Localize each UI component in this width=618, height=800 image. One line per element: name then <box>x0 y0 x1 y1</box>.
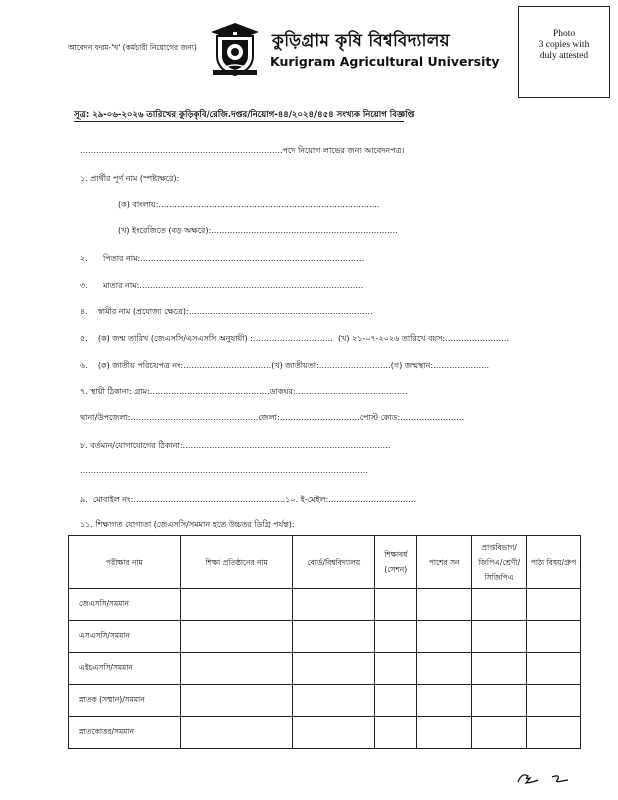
mother-label: মাতার নাম: <box>103 281 140 290</box>
spouse-label: স্বামীর নাম (প্রযোজ্য ক্ষেত্রে): <box>97 307 189 316</box>
upazila-label: থানা/উপজেলা: <box>80 413 131 422</box>
table-cell[interactable] <box>417 717 472 749</box>
post-office-label: ডাকঘর: <box>269 387 296 396</box>
table-cell[interactable] <box>417 589 472 621</box>
table-cell[interactable] <box>293 685 375 717</box>
district-field[interactable]: ………………………… <box>279 413 360 422</box>
name-bangla-line <box>118 199 379 212</box>
dob-label: (ক) জন্ম তারিখ (জেএসসি/এসএসসি অনুযায়ী) : <box>97 334 253 343</box>
nationality-field[interactable]: ……………………… <box>318 361 391 370</box>
present-address-line <box>80 440 391 453</box>
table-cell[interactable] <box>417 621 472 653</box>
table-cell[interactable] <box>180 685 293 717</box>
university-name-bangla: কুড়িগ্রাম কৃষি বিশ্ববিদ্যালয় <box>272 31 450 51</box>
table-cell[interactable] <box>375 685 417 717</box>
nid-number: ৬. <box>80 361 88 370</box>
post-suffix: পদে নিয়োগ লাভের জন্য আবেদনপত্র। <box>282 146 405 155</box>
table-row <box>69 589 581 621</box>
table-cell[interactable] <box>293 717 375 749</box>
table-header: শিক্ষা প্রতিষ্ঠানের নাম <box>180 536 293 589</box>
mother-field[interactable]: ………………………………………………………………………… <box>139 281 364 290</box>
education-table <box>68 535 581 749</box>
reference-underline <box>74 121 404 122</box>
spouse-number: ৪. <box>80 307 88 316</box>
nid-field[interactable]: …………………………… <box>183 361 272 370</box>
table-cell[interactable] <box>293 589 375 621</box>
permanent-label: ৭. স্থায়ী ঠিকানা: গ্রাম: <box>80 387 150 396</box>
post-code-field[interactable]: …………………… <box>400 413 465 422</box>
photo-attested-label: duly attested <box>539 51 589 61</box>
spouse-line <box>80 306 373 319</box>
father-line <box>80 253 364 266</box>
education-heading: ১১. শিক্ষাগত যোগ্যতা (জেএসসি/সমমান হতে উচ্চতর ডিগ্রি পর্যন্ত): <box>80 520 295 529</box>
photo-box <box>518 6 610 98</box>
university-crest-icon <box>209 22 261 76</box>
dob-line <box>80 333 509 346</box>
mother-line <box>80 280 363 293</box>
father-field[interactable]: ………………………………………………………………………… <box>140 254 365 263</box>
name-bangla-field[interactable]: ……………………………………………………………………….. <box>158 200 380 209</box>
present-label: ৮. বর্তমান/যোগাযোগের ঠিকানা: <box>80 441 183 450</box>
table-cell[interactable] <box>180 653 293 685</box>
nid-label: (ক) জাতীয় পরিচয়পত্র নং: <box>97 361 184 370</box>
table-cell[interactable] <box>417 685 472 717</box>
table-cell[interactable] <box>527 717 581 749</box>
mobile-field[interactable]: ………………………………………………… <box>133 495 286 504</box>
table-header: পাঠ্য বিষয়/গ্রুপ <box>527 536 581 589</box>
table-cell[interactable] <box>472 685 527 717</box>
table-header: শিক্ষাবর্ষ (সেশন) <box>375 536 417 589</box>
district-label: জেলা: <box>258 413 280 422</box>
name-english-label: (খ) ইংরেজিতে (বড় অক্ষরে): <box>118 226 212 235</box>
table-cell[interactable] <box>472 717 527 749</box>
upazila-field[interactable]: ………………………………………… <box>130 413 259 422</box>
father-number: ২. <box>80 254 88 263</box>
birthplace-label: (গ) জন্মস্থান: <box>390 361 434 370</box>
table-cell[interactable] <box>472 621 527 653</box>
age-field[interactable]: …………………… <box>445 334 510 343</box>
circular-reference: সূত্র: ২৯-০৬-২০২৬ তারিখের কুড়িকৃবি/রেজি.দপ্তর/নিয়োগ-৪৪/২০২৪/৪৫৪ সংখ্যক নিয়োগ বিজ্ঞপ্তি <box>74 110 415 120</box>
name-english-field[interactable]: ……………………………………………………………. <box>211 226 398 235</box>
name-bangla-label: (ক) বাংলায়: <box>118 200 159 209</box>
village-field[interactable]: ……………………………………… <box>149 387 270 396</box>
exam-name: এইচএসসি/সমমান <box>69 653 181 685</box>
table-row <box>69 685 581 717</box>
table-cell[interactable] <box>375 621 417 653</box>
dob-number: ৫. <box>80 334 88 343</box>
table-cell[interactable] <box>527 589 581 621</box>
form-type-label: আবেদন ফরম-'খ' (কর্মচারী নিয়োগের জন্য) <box>68 43 197 52</box>
dotted-fill[interactable]: …………………………………………………………………. <box>80 146 283 155</box>
table-cell[interactable] <box>375 589 417 621</box>
university-name-english: Kurigram Agricultural University <box>270 54 500 69</box>
mobile-number: ৯. <box>80 495 88 504</box>
photo-copies-label: 3 copies with <box>538 40 590 50</box>
table-cell[interactable] <box>180 621 293 653</box>
table-cell[interactable] <box>472 589 527 621</box>
table-cell[interactable] <box>375 717 417 749</box>
exam-name: জেএসসি/সমমান <box>69 589 181 621</box>
table-row <box>69 717 581 749</box>
age-label: (খ) ২১-০৭-২০২৬ তারিখে বয়স: <box>337 334 446 343</box>
post-line <box>80 145 404 158</box>
table-row <box>69 653 581 685</box>
exam-name: এসএসসি/সমমান <box>69 621 181 653</box>
mobile-label: মোবাইল নং: <box>92 495 134 504</box>
name-heading: ১. প্রার্থীর পূর্ণ নাম (স্পষ্টাক্ষরে): <box>80 174 180 183</box>
name-english-line <box>118 225 398 238</box>
table-cell[interactable] <box>472 653 527 685</box>
post-code-label: পোস্ট কোড: <box>359 413 401 422</box>
table-cell[interactable] <box>527 685 581 717</box>
exam-name: স্নাতকোত্তর/সমমান <box>69 717 181 749</box>
table-header: পরীক্ষার নাম <box>69 536 181 589</box>
upazila-line <box>80 412 464 425</box>
nid-line <box>80 360 489 373</box>
signature-mark <box>512 768 574 788</box>
contact-line <box>80 494 416 507</box>
table-cell[interactable] <box>293 621 375 653</box>
post-office-field[interactable]: …………………………………… <box>295 387 408 396</box>
table-cell[interactable] <box>527 621 581 653</box>
photo-label: Photo <box>552 29 576 39</box>
table-cell[interactable] <box>375 653 417 685</box>
nationality-label: (খ) জাতীয়তা: <box>271 361 319 370</box>
birthplace-field[interactable]: ………………… <box>433 361 490 370</box>
table-cell[interactable] <box>180 717 293 749</box>
table-cell[interactable] <box>417 653 472 685</box>
email-field[interactable]: …………………………… <box>328 495 417 504</box>
table-cell[interactable] <box>293 653 375 685</box>
father-label: পিতার নাম: <box>103 254 141 263</box>
email-label: ১০. ই-মেইল: <box>285 495 329 504</box>
mother-number: ৩. <box>80 281 88 290</box>
present-address-line-2[interactable]: ……………………………………………………………………………………………… <box>80 466 368 475</box>
table-header: বোর্ড/বিশ্ববিদ্যালয় <box>293 536 375 589</box>
dob-field[interactable]: ………………………… <box>252 334 333 343</box>
table-header: প্রাপ্তবিভাগ/ জিপিএ/শ্রেণী/ সিজিপিএ <box>472 536 527 589</box>
present-field[interactable]: …………………………………………………………………… <box>182 441 391 450</box>
spouse-field[interactable]: …………………………………………………………… <box>188 307 373 316</box>
table-header-row <box>69 536 581 589</box>
table-header: পাশের সন <box>417 536 472 589</box>
table-cell[interactable] <box>527 653 581 685</box>
exam-name: স্নাতক (সম্মান)/সমমান <box>69 685 181 717</box>
permanent-address-line <box>80 386 408 399</box>
table-row <box>69 621 581 653</box>
table-cell[interactable] <box>180 589 293 621</box>
